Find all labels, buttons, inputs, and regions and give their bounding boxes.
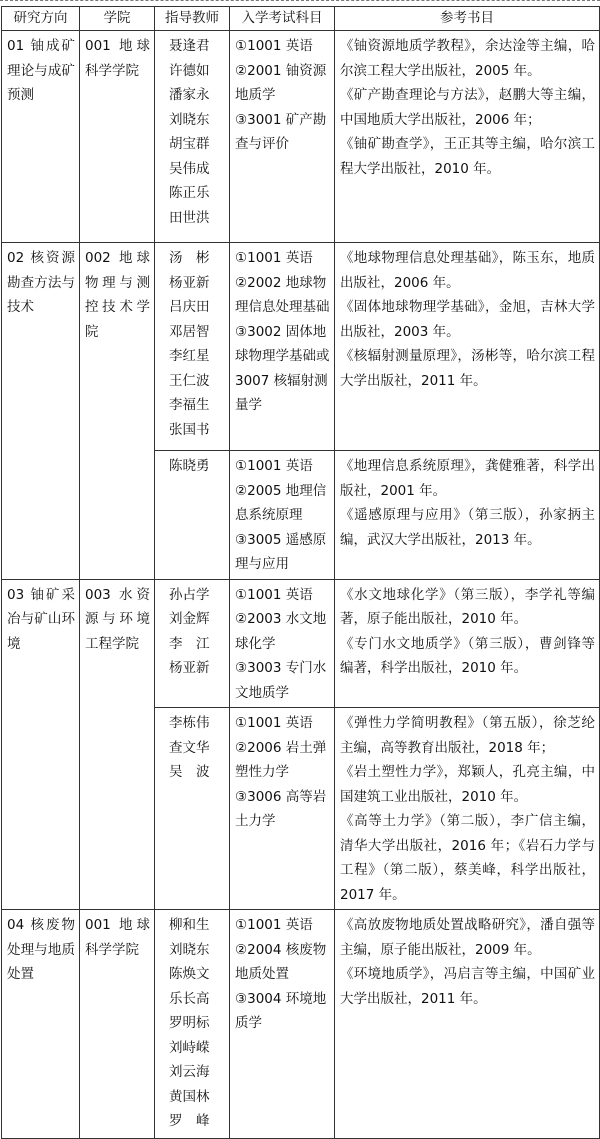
advisor-name: 刘云海: [169, 1064, 210, 1080]
advisor-name: 吕庆田: [169, 299, 210, 315]
header-books: 参考书目: [335, 7, 600, 31]
direction-cell: 01 铀成矿理论与成矿预测: [2, 31, 80, 243]
header-advisors: 指导教师: [155, 7, 230, 31]
exam-subject: ①1001 英语: [235, 458, 313, 474]
reference-book: 《高等土力学》（第二版），李广信主编，清华大学出版社，2016 年；《岩石力学与工程》（第二版），蔡美峰，科学出版社，2017 年。: [340, 813, 595, 903]
advisor-name: 汤 彬: [169, 250, 210, 266]
books-cell: [335, 708, 600, 910]
exam-cell: [230, 243, 335, 451]
header-direction: 研究方向: [2, 7, 80, 31]
reference-book: 《核辐射测量原理》，汤彬等，哈尔滨工程大学出版社，2011 年。: [340, 348, 595, 389]
advisor-name: 吴 波: [169, 764, 210, 780]
advisor-name: 罗 峰: [169, 1113, 210, 1129]
reference-book: 《固体地球物理学基础》，金旭，吉林大学出版社，2003 年。: [340, 299, 595, 340]
advisor-name: 陈晓勇: [169, 458, 210, 474]
advisor-name: 陈焕文: [169, 966, 210, 982]
exam-subject: ③3004 环境地质学: [235, 990, 327, 1031]
books-cell: [335, 910, 600, 1139]
advisor-name: 李 江: [169, 635, 210, 652]
advisor-name: 聂逢君: [169, 38, 210, 54]
table-row: [2, 31, 600, 243]
exam-subject: ②2001 铀资源地质学: [235, 62, 327, 103]
reference-book: 《地球物理信息处理基础》，陈玉东，地质出版社，2006 年。: [340, 250, 595, 291]
advisor-name: 孙占学: [169, 586, 210, 603]
advisor-name: 胡宝群: [169, 136, 210, 152]
advisors-cell: [155, 243, 230, 451]
table-row: [2, 243, 600, 451]
advisor-name: 柳和生: [169, 917, 210, 933]
reference-book: 《弹性力学简明教程》（第五版），徐芝纶主编，高等教育出版社，2018 年；: [340, 715, 595, 756]
reference-book: 《高放废物地质处置战略研究》，潘自强等主编，原子能出版社，2009 年。: [340, 917, 595, 958]
direction-cell: 04 核废物处理与地质处置: [2, 910, 80, 1139]
advisor-name: 乐长高: [169, 990, 210, 1007]
advisor-name: 李栋伟: [169, 715, 210, 731]
exam-subject: ①1001 英语: [235, 38, 313, 54]
books-cell: [335, 31, 600, 243]
advisor-name: 田世洪: [169, 209, 210, 226]
exam-cell: [230, 31, 335, 243]
advisor-name: 王仁波: [169, 372, 210, 389]
advisor-name: 罗明标: [169, 1015, 210, 1031]
advisors-cell: [155, 579, 230, 708]
direction-cell: 02 核资源勘查方法与技术: [2, 243, 80, 580]
advisors-cell: [155, 910, 230, 1139]
advisor-name: 刘晓东: [169, 941, 210, 958]
table-row: [2, 910, 600, 1139]
advisors-cell: [155, 451, 230, 580]
reference-book: 《水文地球化学》（第三版），李学礼等编著，原子能出版社，2010 年。: [340, 586, 595, 627]
reference-book: 《铀矿勘查学》，王正其等主编，哈尔滨工程大学出版社，2010 年。: [340, 136, 595, 177]
reference-book: 《铀资源地质学教程》，余达淦等主编，哈尔滨工程大学出版社，2005 年。: [340, 38, 595, 79]
advisor-name: 吴伟成: [169, 160, 210, 177]
exam-subject: ①1001 英语: [235, 917, 313, 933]
advisor-name: 黄国林: [169, 1088, 210, 1105]
advisors-cell: [155, 708, 230, 910]
reference-book: 《专门水文地质学》（第三版），曹剑锋等编著，科学出版社，2010 年。: [340, 635, 595, 676]
table-row: [2, 579, 600, 708]
exam-cell: [230, 910, 335, 1139]
advisor-name: 刘金辉: [169, 611, 210, 627]
advisor-name: 陈正乐: [169, 185, 210, 201]
reference-book: 《岩土塑性力学》，郑颖人，孔亮主编，中国建筑工业出版社，2010 年。: [340, 764, 595, 805]
header-exam: 入学考试科目: [230, 7, 335, 31]
advisors-cell: [155, 31, 230, 243]
reference-book: 《遥感原理与应用》（第三版），孙家抦主编，武汉大学出版社，2013 年。: [340, 507, 595, 548]
advisor-name: 李福生: [169, 397, 210, 413]
college-cell: 002 地球物理与测控技术学院: [80, 243, 155, 580]
exam-subject: ②2002 地球物理信息处理基础: [235, 274, 330, 315]
exam-cell: [230, 579, 335, 708]
exam-cell: [230, 708, 335, 910]
advisor-name: 查文华: [169, 739, 210, 756]
exam-subject: ②2006 岩土弹塑性力学: [235, 739, 327, 780]
exam-subject: ②2004 核废物地质处置: [235, 941, 327, 982]
exam-subject: ①1001 英语: [235, 715, 313, 731]
advisor-name: 潘家永: [169, 87, 210, 103]
exam-subject: ②2003 水文地球化学: [235, 611, 327, 652]
direction-cell: 03 铀矿采冶与矿山环境: [2, 579, 80, 910]
college-cell: 003 水资源与环境工程学院: [80, 579, 155, 910]
advisor-name: 刘晓东: [169, 111, 210, 128]
header-row: [2, 7, 600, 31]
books-cell: [335, 451, 600, 580]
exam-subject: ①1001 英语: [235, 586, 313, 603]
exam-subject: ③3006 高等岩土力学: [235, 788, 327, 829]
exam-subject: ③3005 遥感原理与应用: [235, 531, 327, 572]
advisor-name: 邓居智: [169, 323, 210, 340]
admissions-table: [1, 6, 600, 1139]
exam-subject: ①1001 英语: [235, 250, 313, 266]
books-cell: [335, 579, 600, 708]
advisor-name: 杨亚新: [169, 660, 210, 676]
advisor-name: 刘峙嵘: [169, 1039, 210, 1056]
reference-book: 《环境地质学》，冯启言等主编，中国矿业大学出版社，2011 年。: [340, 966, 595, 1007]
reference-book: 《矿产勘查理论与方法》，赵鹏大等主编，中国地质大学出版社，2006 年；: [340, 87, 595, 128]
exam-subject: ②2005 地理信息系统原理: [235, 482, 327, 523]
college-cell: 001 地球科学学院: [80, 910, 155, 1139]
exam-subject: ③3003 专门水文地质学: [235, 660, 327, 701]
college-cell: 001 地球科学学院: [80, 31, 155, 243]
header-college: 学院: [80, 7, 155, 31]
advisor-name: 张国书: [169, 421, 210, 438]
exam-cell: [230, 451, 335, 580]
reference-book: 《地理信息系统原理》，龚健雅著，科学出版社，2001 年。: [340, 458, 595, 499]
advisor-name: 杨亚新: [169, 274, 210, 291]
exam-subject: ③3001 矿产勘查与评价: [235, 111, 327, 152]
top-border: [0, 0, 600, 5]
advisor-name: 李红星: [169, 348, 210, 364]
advisor-name: 许德如: [169, 62, 210, 79]
exam-subject: ③3002 固体地球物理学基础或 3007 核辐射测量学: [235, 323, 330, 413]
books-cell: [335, 243, 600, 451]
